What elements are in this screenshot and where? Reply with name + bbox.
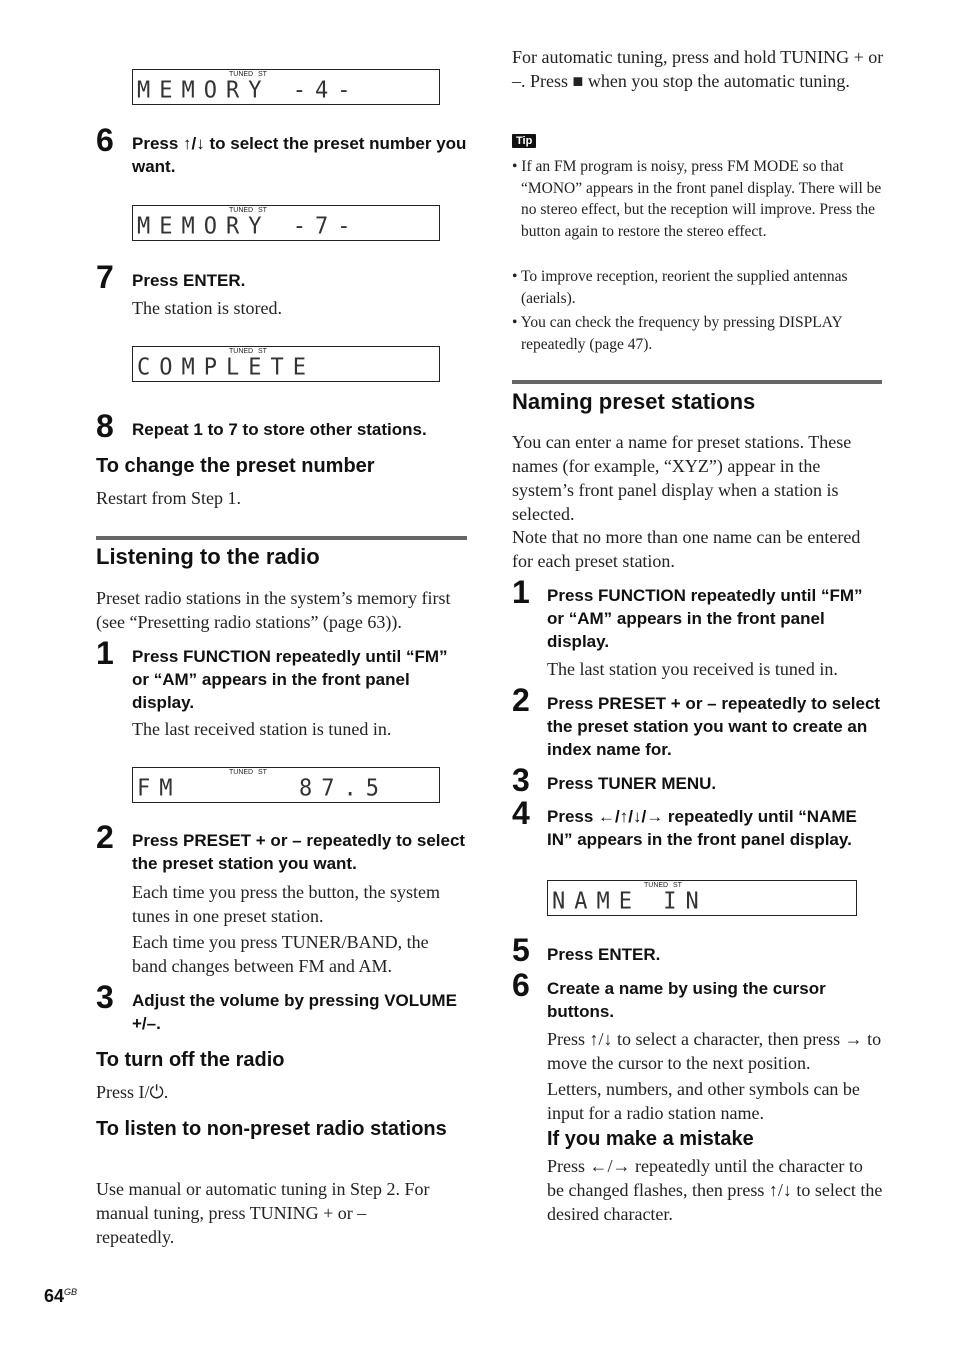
naming-step-6-heading: Create a name by using the cursor buttons. [547, 979, 826, 1021]
lcd-frequency-text: 87.5 [299, 775, 388, 802]
step-6-heading: Press ↑/↓ to select the preset number you want. [132, 134, 467, 176]
listen-step-1-heading: Press FUNCTION repeatedly until “FM” or “AM” appears in the front panel display. [132, 647, 448, 712]
tip-item-3: • You can check the frequency by pressing DISPLAY repeatedly (page 47). [512, 314, 843, 353]
tuned-indicator: TUNED [644, 882, 669, 889]
step-number-1: 1 [96, 635, 114, 671]
lcd-display-complete [132, 346, 440, 382]
step-number-6: 6 [512, 967, 530, 1003]
tip-item-2: • To improve reception, reorient the supplied antennas (aerials). [512, 268, 848, 307]
turn-off-body: Press I/⏻. [96, 1082, 169, 1102]
naming-heading: Naming preset stations [512, 389, 756, 414]
step-number-7: 7 [96, 259, 114, 295]
naming-intro-1: You can enter a name for preset stations. These names (for example, “XYZ”) appear in the system’s front panel display when a station is selected. [512, 432, 852, 524]
listening-heading: Listening to the radio [96, 544, 320, 569]
listen-step-1-body: The last received station is tuned in. [132, 719, 392, 739]
change-preset-heading: To change the preset number [96, 455, 375, 477]
lcd-text: MEMORY -4- [137, 77, 360, 104]
stereo-indicator: ST [673, 882, 682, 889]
mistake-heading: If you make a mistake [547, 1128, 754, 1150]
naming-step-1-heading: Press FUNCTION repeatedly until “FM” or “AM” appears in the front panel display. [547, 586, 863, 651]
naming-step-2-heading: Press PRESET + or – repeatedly to select the preset station you want to create an index name for. [547, 694, 881, 759]
mistake-body: Press ←/→ repeatedly until the character to be changed flashes, then press ↑/↓ to select the desired character. [547, 1156, 883, 1224]
non-preset-heading: To listen to non-preset radio stations [96, 1118, 447, 1140]
step-number-2: 2 [512, 682, 530, 718]
naming-step-6-body-1: Press ↑/↓ to select a character, then press → to move the cursor to the next position. [547, 1029, 882, 1073]
step-number-8: 8 [96, 408, 114, 444]
naming-step-6-body-2: Letters, numbers, and other symbols can be input for a radio station name. [547, 1079, 860, 1123]
lcd-display-fm [132, 767, 440, 803]
naming-step-4-heading: Press ←/↑/↓/→ repeatedly until “NAME IN” appears in the front panel display. [547, 807, 857, 849]
tuned-indicator: TUNED [229, 71, 254, 78]
section-rule [512, 380, 882, 384]
step-7-heading: Press ENTER. [132, 271, 246, 290]
auto-tuning-text: For automatic tuning, press and hold TUNING + or –. Press ■ when you stop the automatic tuning. [512, 47, 884, 91]
stereo-indicator: ST [258, 348, 267, 355]
listen-step-2-body-2: Each time you press TUNER/BAND, the band changes between FM and AM. [132, 932, 429, 976]
turn-off-heading: To turn off the radio [96, 1049, 285, 1071]
lcd-display-memory-4 [132, 69, 440, 105]
naming-step-1-body: The last station you received is tuned in. [547, 659, 838, 679]
listen-step-2-heading: Press PRESET + or – repeatedly to select the preset station you want. [132, 831, 466, 873]
naming-step-5-heading: Press ENTER. [547, 945, 661, 964]
stereo-indicator: ST [258, 769, 267, 776]
tuned-indicator: TUNED [229, 769, 254, 776]
tuned-indicator: TUNED [229, 348, 254, 355]
naming-intro-2: Note that no more than one name can be entered for each preset station. [512, 527, 861, 571]
step-7-body: The station is stored. [132, 298, 282, 318]
lcd-text: NAME IN [552, 888, 708, 915]
section-rule [96, 536, 467, 540]
lcd-band-text: FM [137, 775, 182, 802]
page-number [44, 1286, 77, 1307]
step-number-5: 5 [512, 932, 530, 968]
listen-step-3-heading: Adjust the volume by pressing VOLUME +/–. [132, 991, 457, 1033]
tuned-indicator: TUNED [229, 207, 254, 214]
step-number-6: 6 [96, 122, 114, 158]
step-number-3: 3 [512, 762, 530, 798]
step-number-2: 2 [96, 819, 114, 855]
page-number-value: 64 [44, 1286, 65, 1306]
lcd-text: COMPLETE [137, 354, 315, 381]
lcd-display-memory-7 [132, 205, 440, 241]
tip-badge: Tip [512, 134, 536, 148]
step-8-heading: Repeat 1 to 7 to store other stations. [132, 420, 427, 439]
step-number-1: 1 [512, 574, 530, 610]
page-number-suffix: GB [64, 1287, 78, 1297]
step-number-4: 4 [512, 795, 530, 831]
stereo-indicator: ST [258, 71, 267, 78]
change-preset-body: Restart from Step 1. [96, 488, 241, 508]
listening-intro: Preset radio stations in the system’s memory first (see “Presetting radio stations” (page 63)). [96, 588, 451, 632]
listen-step-2-body-1: Each time you press the button, the system tunes in one preset station. [132, 882, 440, 926]
tip-item-1: • If an FM program is noisy, press FM MODE so that “MONO” appears in the front panel display. There will be no stereo effect, but the reception will improve. Press the button again to restore the stereo effect. [512, 158, 882, 240]
stereo-indicator: ST [258, 207, 267, 214]
lcd-display-name-in [547, 880, 857, 916]
lcd-text: MEMORY -7- [137, 213, 360, 240]
non-preset-body: Use manual or automatic tuning in Step 2. For manual tuning, press TUNING + or – repeatedly. [96, 1179, 430, 1247]
step-number-3: 3 [96, 979, 114, 1015]
naming-step-3-heading: Press TUNER MENU. [547, 774, 717, 793]
